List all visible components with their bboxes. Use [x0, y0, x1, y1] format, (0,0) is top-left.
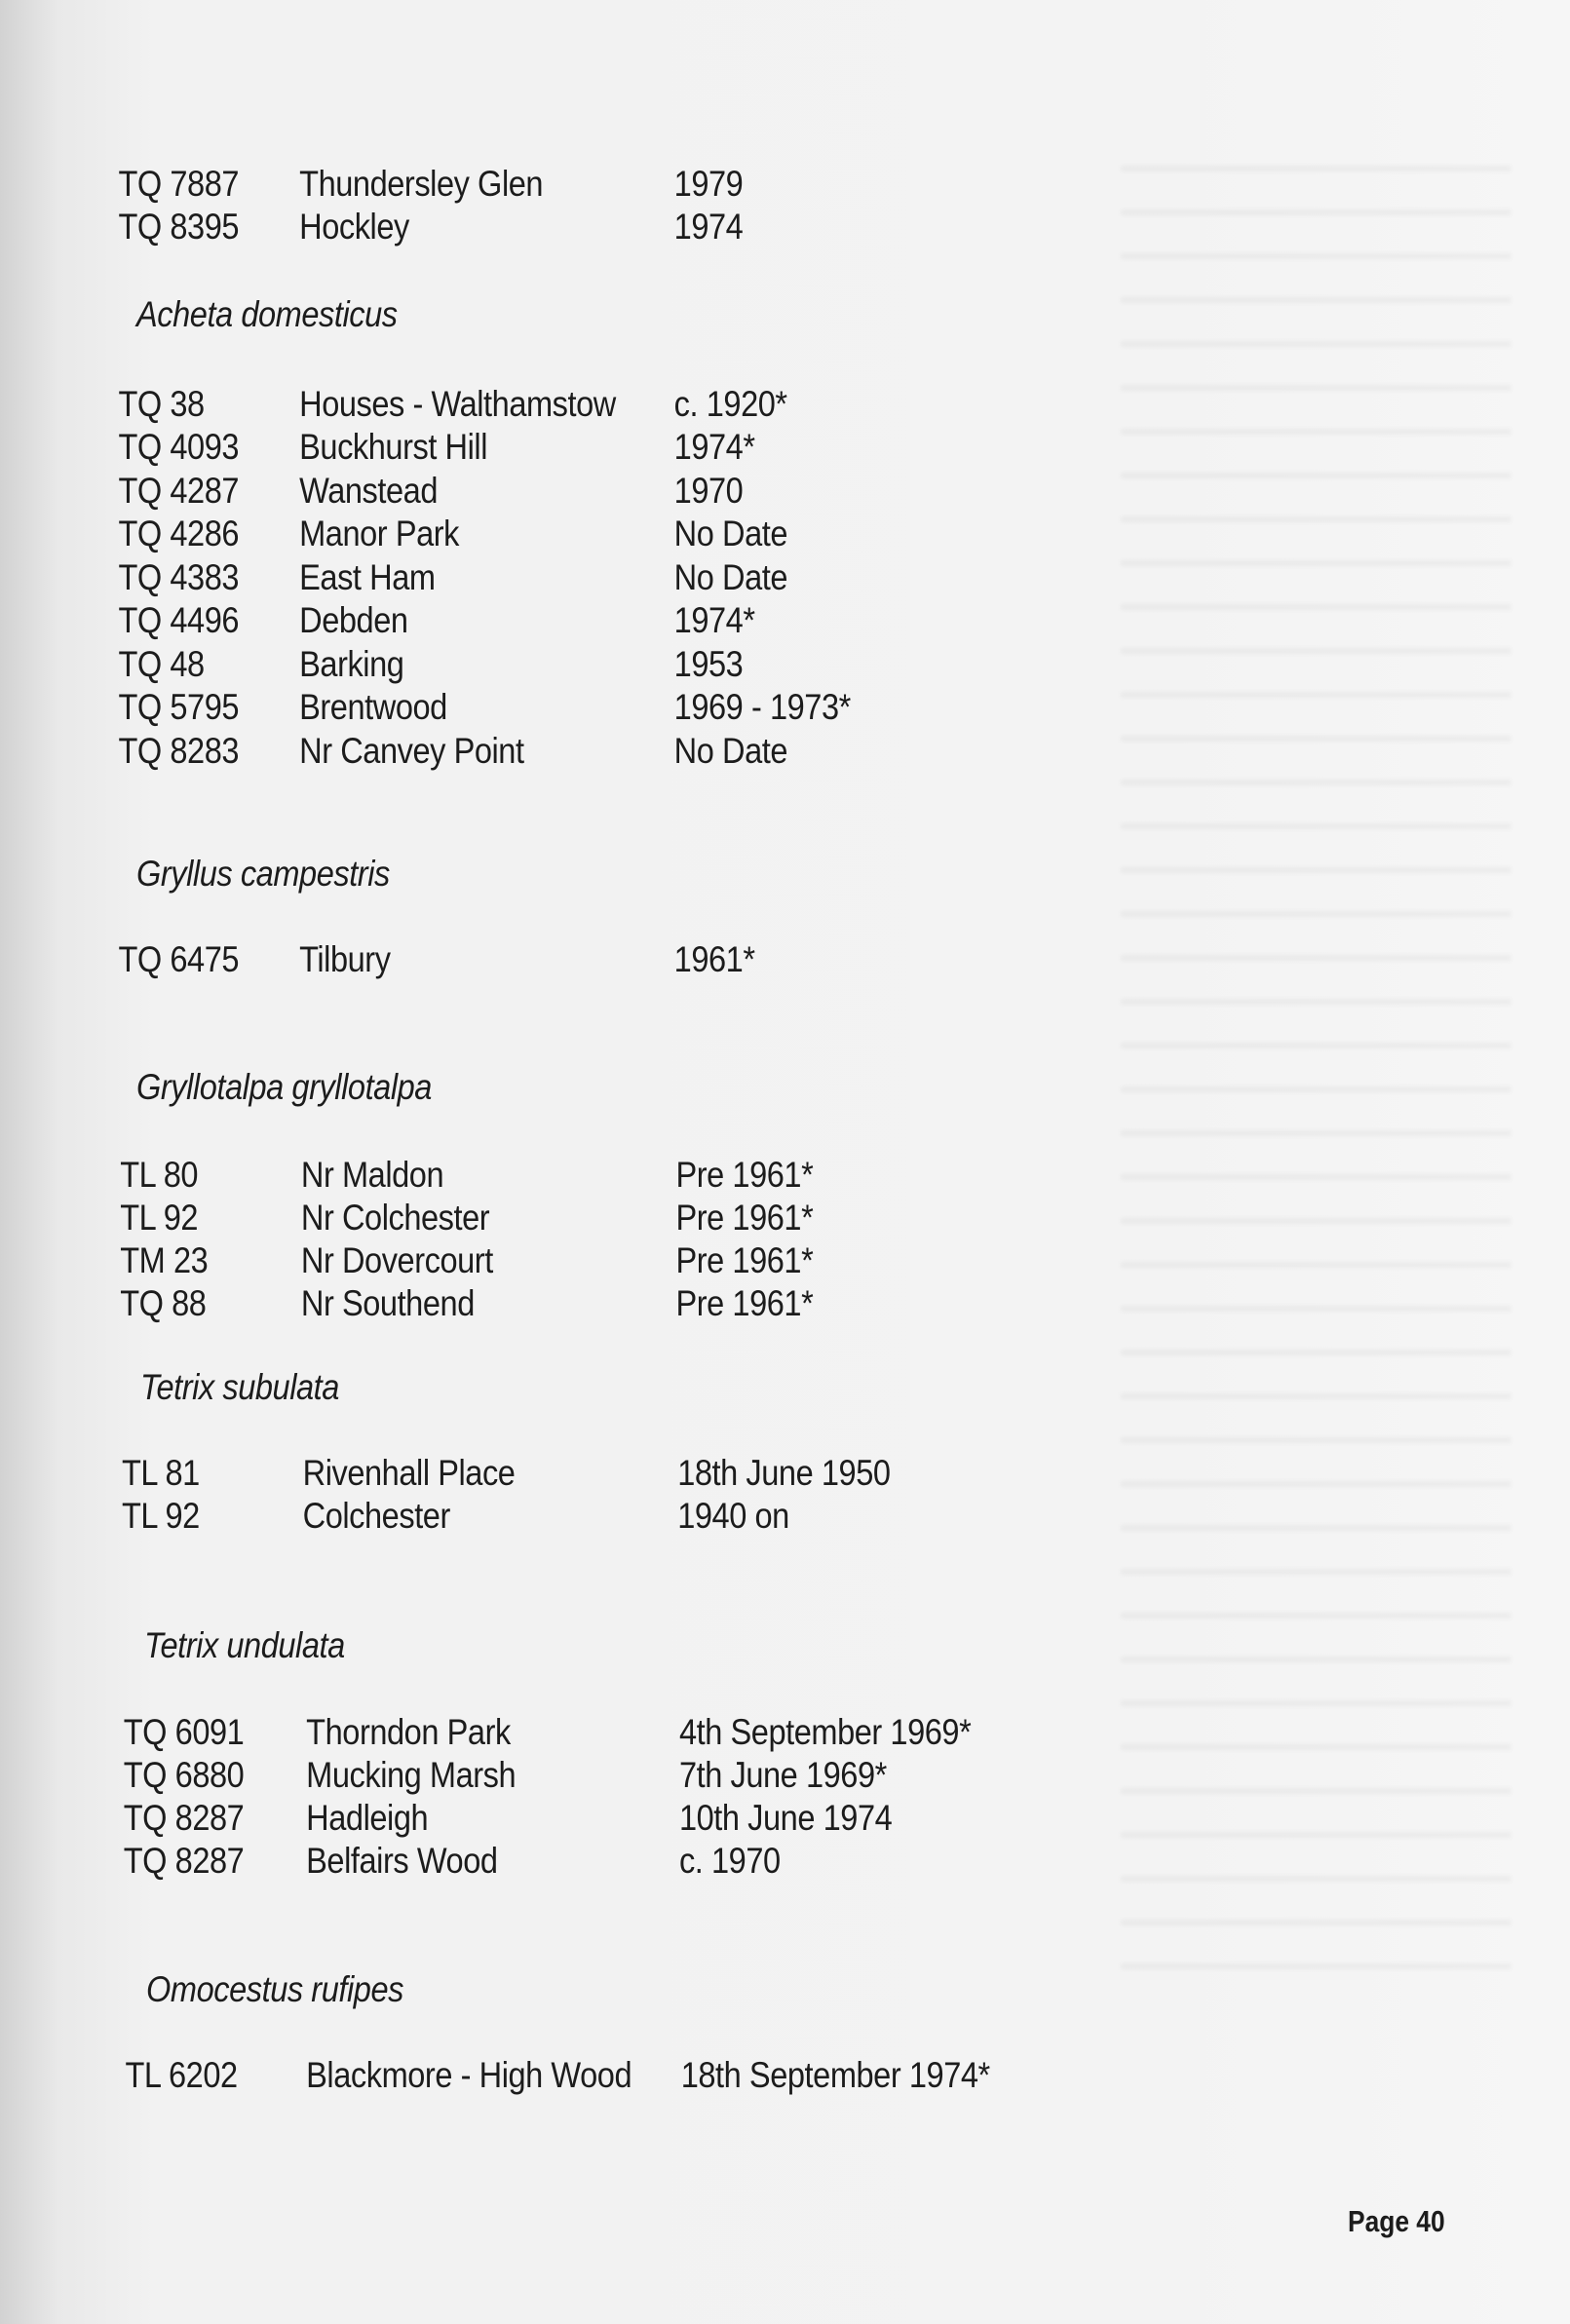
locality: Tilbury — [299, 939, 391, 979]
grid-reference: TQ 8287 — [123, 1841, 245, 1881]
record-date: c. 1970 — [678, 1841, 781, 1881]
record-date: 1974* — [673, 427, 755, 467]
locality: Nr Southend — [300, 1283, 475, 1323]
record-date: No Date — [673, 557, 788, 597]
record-date: No Date — [673, 731, 788, 771]
locality: Hockley — [299, 207, 409, 247]
grid-reference: TQ 38 — [118, 384, 205, 424]
grid-reference: TQ 4286 — [118, 514, 240, 553]
record-date: 1979 — [673, 164, 744, 204]
species-heading: Gryllotalpa gryllotalpa — [136, 1067, 432, 1107]
grid-reference: TQ 5795 — [118, 687, 240, 727]
grid-reference: TL 6202 — [125, 2055, 238, 2095]
record-date: 10th June 1974 — [678, 1798, 893, 1838]
record-date: 7th June 1969* — [678, 1755, 887, 1795]
species-heading: Acheta domesticus — [136, 294, 398, 334]
locality: Colchester — [302, 1496, 450, 1536]
locality: Thorndon Park — [306, 1712, 511, 1752]
record-date: Pre 1961* — [675, 1283, 814, 1323]
locality: Debden — [299, 600, 408, 640]
record-date: Pre 1961* — [675, 1240, 814, 1280]
locality: East Ham — [299, 557, 436, 597]
species-heading: Tetrix subulata — [140, 1367, 339, 1407]
record-date: c. 1920* — [673, 384, 787, 424]
locality: Wanstead — [299, 471, 438, 511]
record-date: 1969 - 1973* — [673, 687, 851, 727]
locality: Houses - Walthamstow — [299, 384, 616, 424]
record-date: 1970 — [673, 471, 744, 511]
grid-reference: TQ 6091 — [123, 1712, 245, 1752]
record-date: 18th June 1950 — [677, 1453, 891, 1493]
locality: Brentwood — [299, 687, 447, 727]
grid-reference: TQ 48 — [118, 644, 205, 684]
record-date: 4th September 1969* — [678, 1712, 972, 1752]
grid-reference: TQ 6880 — [123, 1755, 245, 1795]
locality: Manor Park — [299, 514, 460, 553]
grid-reference: TL 81 — [121, 1453, 200, 1493]
record-date: 1974 — [673, 207, 744, 247]
record-date: 1961* — [673, 939, 755, 979]
grid-reference: TQ 6475 — [118, 939, 240, 979]
species-heading: Gryllus campestris — [136, 854, 390, 894]
record-date: Pre 1961* — [675, 1155, 814, 1195]
locality: Thundersley Glen — [299, 164, 544, 204]
record-date: 18th September 1974* — [680, 2055, 990, 2095]
grid-reference: TM 23 — [120, 1240, 209, 1280]
grid-reference: TQ 8287 — [123, 1798, 245, 1838]
locality: Nr Colchester — [300, 1198, 490, 1238]
locality: Nr Dovercourt — [300, 1240, 493, 1280]
species-heading: Omocestus rufipes — [146, 1969, 403, 2009]
locality: Nr Canvey Point — [299, 731, 524, 771]
locality: Blackmore - High Wood — [306, 2055, 632, 2095]
record-date: Pre 1961* — [675, 1198, 814, 1238]
grid-reference: TL 80 — [120, 1155, 199, 1195]
record-date: 1953 — [673, 644, 744, 684]
record-date: No Date — [673, 514, 788, 553]
record-date: 1940 on — [677, 1496, 789, 1536]
grid-reference: TQ 8395 — [118, 207, 240, 247]
grid-reference: TL 92 — [120, 1198, 199, 1238]
grid-reference: TQ 8283 — [118, 731, 240, 771]
grid-reference: TQ 4496 — [118, 600, 240, 640]
record-date: 1974* — [673, 600, 755, 640]
locality: Mucking Marsh — [306, 1755, 517, 1795]
grid-reference: TQ 4287 — [118, 471, 240, 511]
grid-reference: TQ 4383 — [118, 557, 240, 597]
page-number: Page 40 — [1348, 2204, 1445, 2238]
grid-reference: TQ 4093 — [118, 427, 240, 467]
locality: Hadleigh — [306, 1798, 429, 1838]
grid-reference: TQ 88 — [120, 1283, 207, 1323]
grid-reference: TL 92 — [121, 1496, 200, 1536]
grid-reference: TQ 7887 — [118, 164, 240, 204]
locality: Nr Maldon — [300, 1155, 444, 1195]
locality: Barking — [299, 644, 404, 684]
species-heading: Tetrix undulata — [144, 1625, 345, 1665]
locality: Rivenhall Place — [302, 1453, 516, 1493]
locality: Buckhurst Hill — [299, 427, 488, 467]
locality: Belfairs Wood — [306, 1841, 498, 1881]
show-through-shadow — [1121, 136, 1511, 1988]
